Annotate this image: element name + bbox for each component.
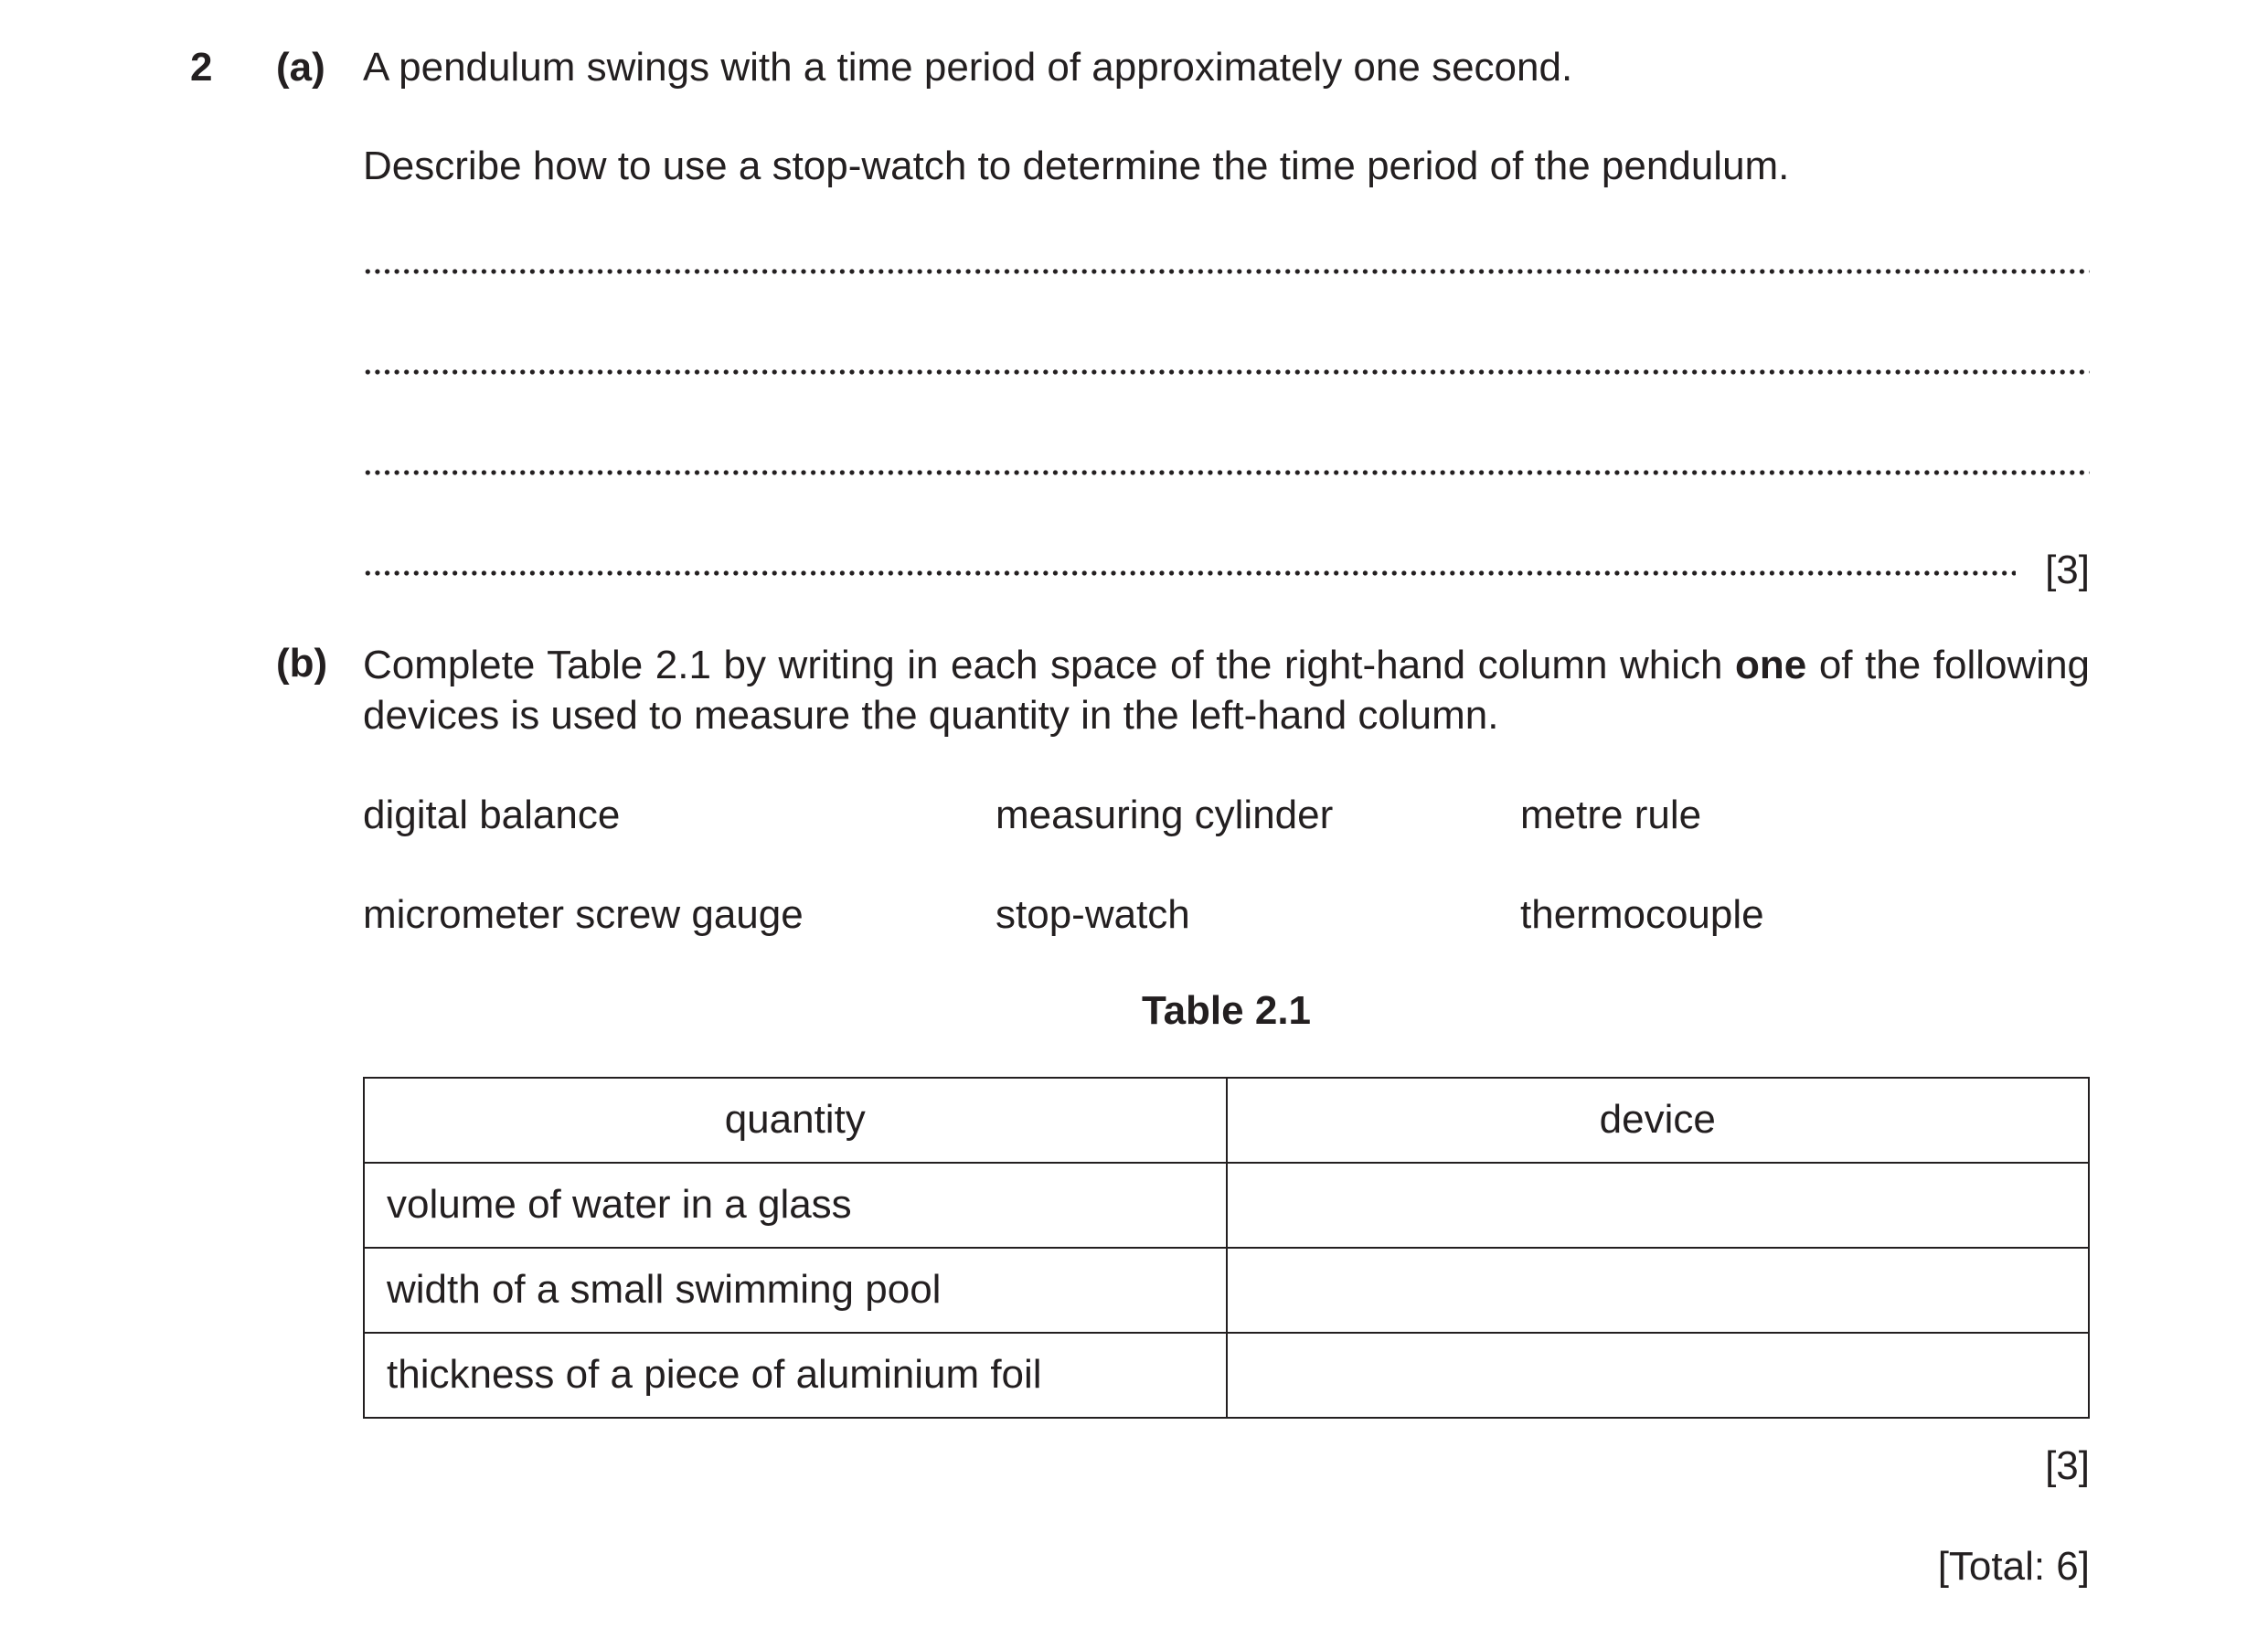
quantity-device-table	[363, 1077, 2090, 1419]
answer-line-1[interactable]	[363, 265, 2090, 278]
table-row	[364, 1248, 2089, 1333]
part-a-statement: A pendulum swings with a time period of approximately one second.	[363, 45, 1573, 90]
device-option: metre rule	[1520, 793, 1702, 837]
device-option: measuring cylinder	[996, 793, 1334, 837]
device-option: stop-watch	[996, 892, 1190, 937]
part-a-marks: [3]	[2045, 548, 2090, 592]
quantity-cell: thickness of a piece of aluminium foil	[364, 1333, 1227, 1418]
part-b-text-start: Complete Table 2.1 by writing in each space of the right-hand column which	[363, 643, 1736, 687]
answer-line-2[interactable]	[363, 366, 2090, 378]
device-option: digital balance	[363, 793, 621, 837]
device-answer-cell[interactable]	[1227, 1163, 2090, 1248]
header-device: device	[1227, 1078, 2090, 1163]
part-b-text-end: of the following devices is used to measure the quantity in the left-hand column.	[363, 643, 2091, 738]
answer-line-4[interactable]	[363, 567, 2016, 580]
table-row	[364, 1163, 2089, 1248]
device-answer-cell[interactable]	[1227, 1248, 2090, 1333]
question-number: 2	[190, 45, 213, 90]
part-a-instruction: Describe how to use a stop-watch to determine the time period of the pendulum.	[363, 144, 1790, 188]
table-header-row	[364, 1078, 2089, 1163]
device-option: thermocouple	[1520, 892, 1764, 937]
header-quantity: quantity	[364, 1078, 1227, 1163]
part-a-label: (a)	[276, 45, 325, 90]
device-option: micrometer screw gauge	[363, 892, 804, 937]
part-b-bold-word: one	[1735, 643, 1807, 687]
answer-line-3[interactable]	[363, 466, 2090, 479]
part-b-marks: [3]	[2045, 1443, 2090, 1488]
device-answer-cell[interactable]	[1227, 1333, 2090, 1418]
table-row	[364, 1333, 2089, 1418]
part-b-label: (b)	[276, 641, 328, 686]
total-marks: [Total: 6]	[1937, 1544, 2090, 1589]
table-caption: Table 2.1	[1141, 988, 1312, 1033]
quantity-cell: width of a small swimming pool	[364, 1248, 1227, 1333]
part-b-instruction	[363, 640, 2090, 740]
quantity-cell: volume of water in a glass	[364, 1163, 1227, 1248]
